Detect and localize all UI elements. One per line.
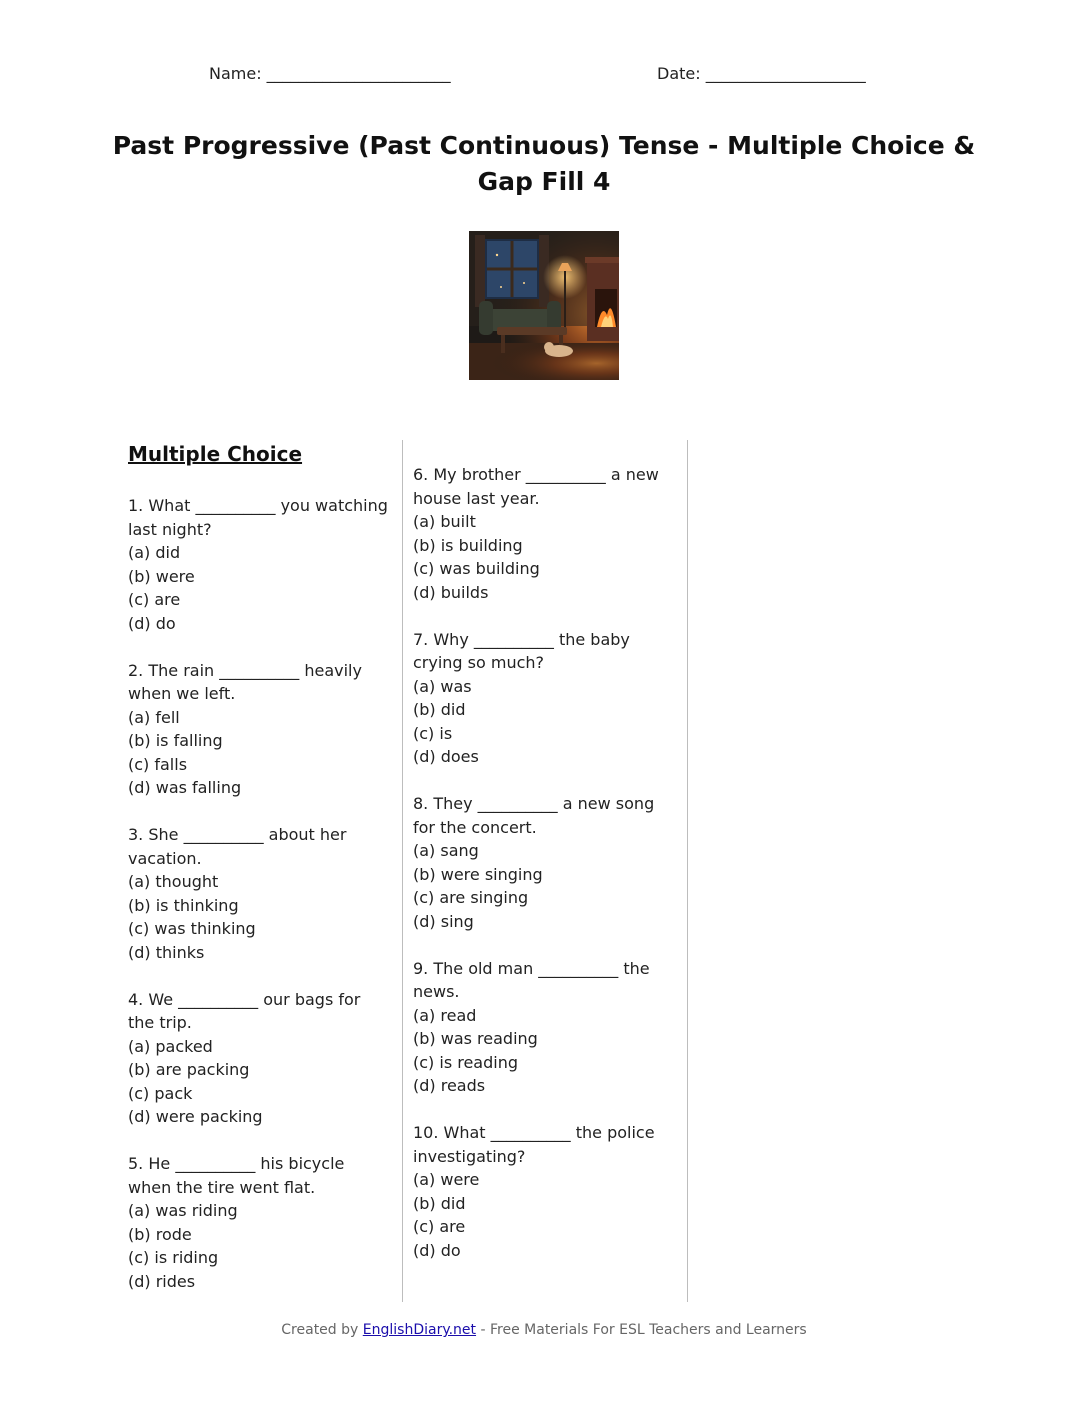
question-column-left [128, 440, 388, 1317]
answer-option: (c) falls [128, 754, 188, 774]
question-prompt: 5. He __________ his bicycle when the tire went flat. [128, 1154, 345, 1197]
question-10 [413, 1121, 673, 1262]
answer-option: (d) was falling [128, 778, 242, 797]
living-room-illustration [469, 231, 619, 380]
footer-prefix: Created by [281, 1322, 363, 1338]
question-prompt: 7. Why __________ the baby crying so much? [413, 629, 630, 672]
answer-option: (c) was thinking [128, 919, 256, 938]
question-prompt: 4. We __________ our bags for the trip. [128, 989, 361, 1032]
name-field: Name: _______________________ [209, 64, 451, 83]
question-9 [413, 957, 673, 1098]
answer-option: (c) is riding [128, 1248, 219, 1267]
answer-option: (b) did [413, 1193, 466, 1213]
column-divider [402, 440, 403, 1302]
answer-option: (b) were singing [413, 864, 543, 884]
answer-option: (a) were [413, 1170, 480, 1189]
answer-option: (c) are singing [413, 888, 529, 907]
question-prompt: 1. What __________ you watching last night? [128, 496, 388, 539]
answer-option: (a) fell [128, 707, 180, 727]
answer-option: (b) is falling [128, 731, 223, 750]
question-5 [128, 1152, 388, 1293]
question-4 [128, 988, 388, 1129]
answer-option: (d) do [413, 1240, 461, 1260]
question-2 [128, 659, 388, 800]
answer-option: (c) was building [413, 559, 540, 578]
answer-option: (b) are packing [128, 1060, 250, 1079]
answer-option: (c) pack [128, 1083, 193, 1103]
answer-option: (a) thought [128, 872, 219, 891]
question-3 [128, 823, 388, 964]
answer-option: (a) did [128, 543, 181, 562]
question-8 [413, 792, 673, 933]
answer-option: (a) sang [413, 841, 479, 860]
answer-option: (d) do [128, 613, 176, 633]
answer-option: (c) are [413, 1217, 466, 1236]
question-prompt: 2. The rain __________ heavily when we left. [128, 660, 362, 703]
answer-option: (b) was reading [413, 1029, 538, 1048]
question-6 [413, 463, 673, 604]
column-divider [687, 440, 688, 1302]
question-1 [128, 494, 388, 635]
answer-option: (d) thinks [128, 942, 205, 962]
answer-option: (d) sing [413, 911, 474, 931]
answer-option: (d) builds [413, 582, 489, 602]
page-title: Past Progressive (Past Continuous) Tense - Multiple Choice & Gap Fill 4 [112, 131, 976, 196]
answer-option: (d) rides [128, 1271, 196, 1291]
answer-option: (b) rode [128, 1224, 192, 1244]
question-prompt: 10. What __________ the police investigating? [413, 1123, 655, 1166]
section-heading: Multiple Choice [128, 442, 303, 466]
answer-option: (c) is [413, 723, 453, 743]
footer-credit [0, 1322, 1088, 1338]
answer-option: (b) is building [413, 535, 523, 555]
footer-suffix: - Free Materials For ESL Teachers and Learners [476, 1322, 807, 1338]
englishdiary-link[interactable]: EnglishDiary.net [362, 1322, 477, 1338]
answer-option: (c) is reading [413, 1052, 519, 1072]
answer-option: (b) did [413, 700, 466, 719]
answer-option: (b) is thinking [128, 895, 239, 915]
question-prompt: 8. They __________ a new song for the concert. [413, 794, 655, 837]
answer-option: (a) read [413, 1005, 477, 1025]
question-7 [413, 628, 673, 769]
answer-option: (a) packed [128, 1036, 213, 1056]
answer-option: (b) were [128, 566, 195, 586]
question-prompt: 6. My brother __________ a new house last year. [413, 465, 659, 508]
answer-option: (d) were packing [128, 1107, 263, 1126]
question-prompt: 9. The old man __________ the news. [413, 958, 650, 1001]
answer-option: (a) was [413, 676, 472, 696]
question-column-right [413, 463, 673, 1286]
answer-option: (d) does [413, 747, 479, 766]
answer-option: (a) built [413, 512, 476, 531]
answer-option: (d) reads [413, 1076, 486, 1095]
date-field: Date: ____________________ [657, 64, 866, 83]
question-prompt: 3. She __________ about her vacation. [128, 825, 347, 868]
answer-option: (a) was riding [128, 1201, 238, 1220]
answer-option: (c) are [128, 590, 181, 609]
